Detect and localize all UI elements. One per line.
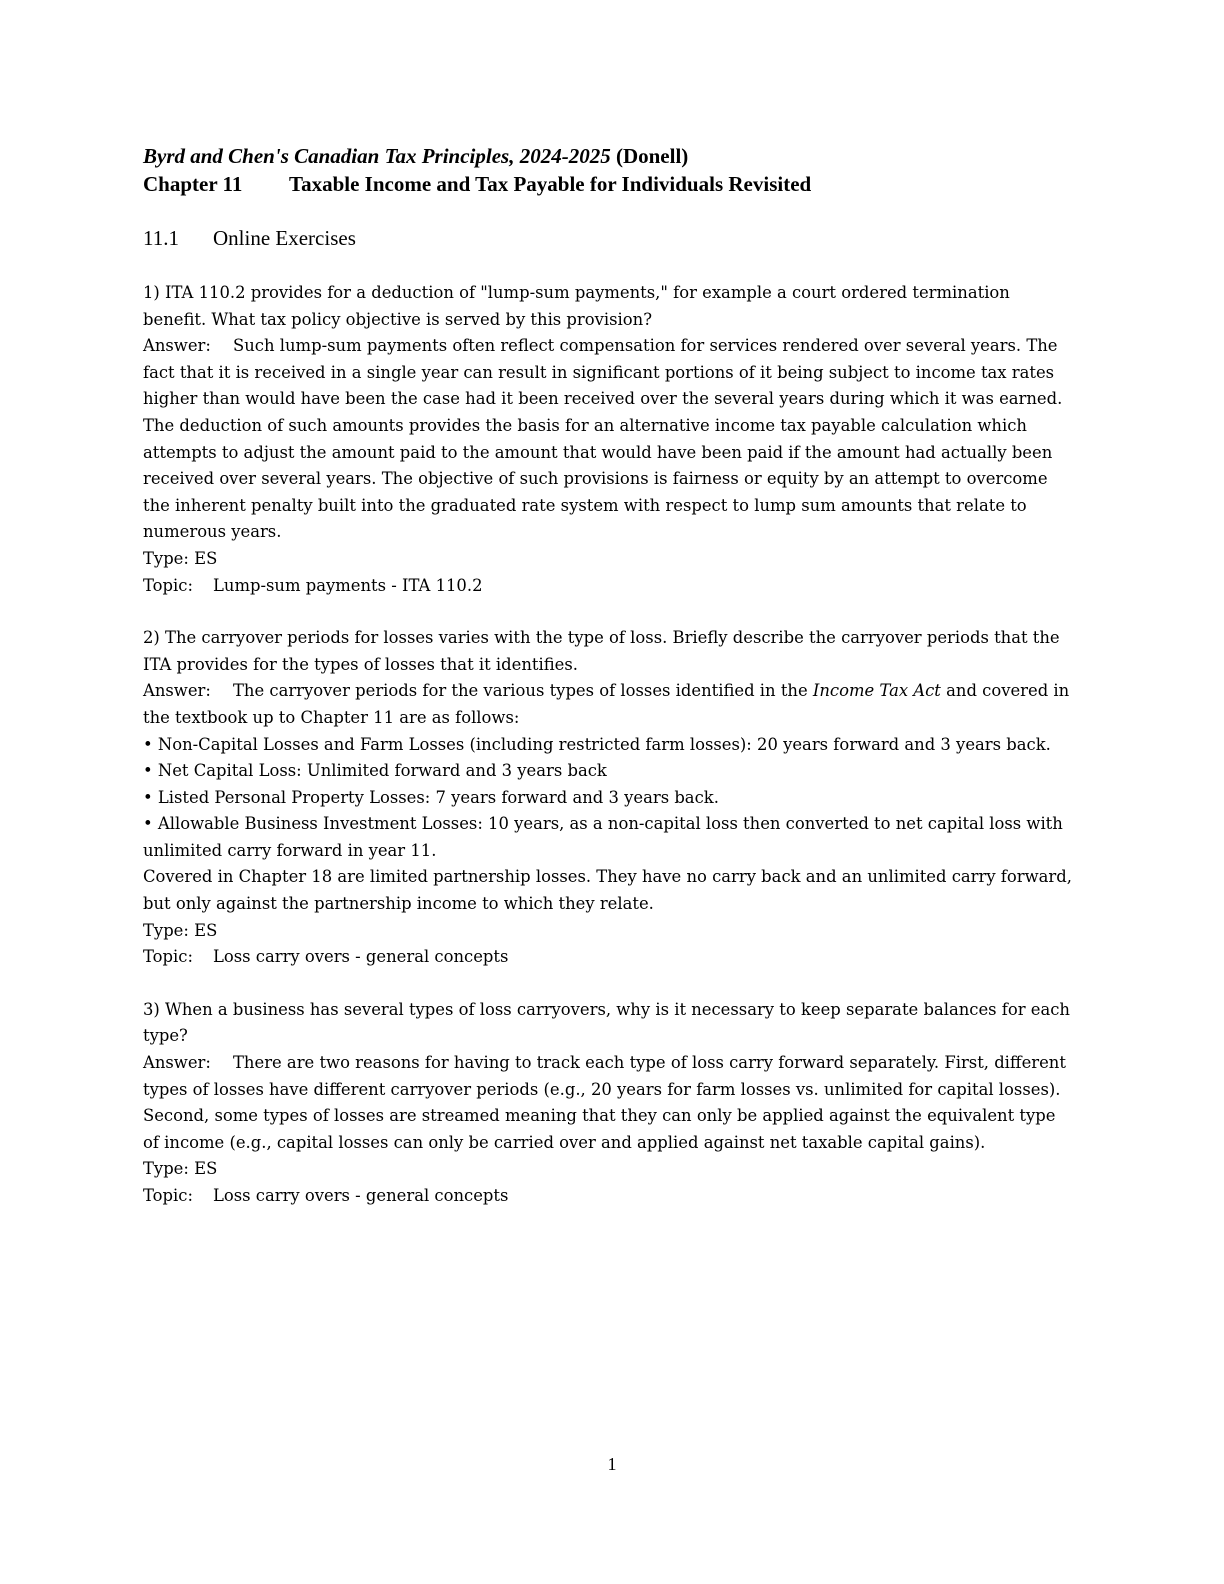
book-title-italic: Byrd and Chen's Canadian Tax Principles, 2024-2025 <box>143 144 611 168</box>
page-number: 1 <box>607 1454 617 1474</box>
answer-text <box>143 333 1073 546</box>
answer-body: Such lump-sum payments often reflect compensation for services rendered over several years. The fact that it is received in a single year can result in significant portions of it being subject to income tax rates higher than would have been the case had it been received over the several years during which it was earned. The deduction of such amounts provides the basis for an alternative income tax payable calculation which attempts to adjust the amount paid to the amount that would have been paid if the amount had actually been received over several years. The objective of such provisions is fairness or equity by an attempt to overcome the inherent penalty built into the graduated rate system with respect to lump sum amounts that relate to numerous years. <box>143 336 1063 542</box>
chapter-heading <box>143 170 1073 198</box>
answer-label: Answer: <box>143 336 211 356</box>
bullet-item: • Non-Capital Losses and Farm Losses (including restricted farm losses): 20 years forward and 3 years back. <box>143 734 1051 754</box>
topic-value: Lump-sum payments - ITA 110.2 <box>213 575 483 595</box>
topic-value: Loss carry overs - general concepts <box>213 947 509 967</box>
question-type: Type: ES <box>143 548 218 568</box>
answer-label: Answer: <box>143 681 211 701</box>
book-author: (Donell) <box>610 144 689 168</box>
chapter-number: Chapter 11 <box>143 172 243 196</box>
question-topic <box>143 1183 1073 1210</box>
bullet-item: • Listed Personal Property Losses: 7 years forward and 3 years back. <box>143 787 719 807</box>
answer-body-italic: Income Tax Act <box>812 681 941 701</box>
book-title <box>143 142 1073 170</box>
topic-label: Topic: <box>143 947 193 967</box>
question-text: 1) ITA 110.2 provides for a deduction of "lump-sum payments," for example a court ordered termination benefit. What tax policy objective is served by this provision? <box>143 283 1010 329</box>
topic-label: Topic: <box>143 575 193 595</box>
chapter-title: Taxable Income and Tax Payable for Individuals Revisited <box>289 172 812 196</box>
question-block-2 <box>143 625 1073 971</box>
topic-label: Topic: <box>143 1186 193 1205</box>
document-page <box>143 142 1073 1210</box>
section-heading <box>143 224 1073 252</box>
question-type: Type: ES <box>143 1159 218 1179</box>
section-title: Online Exercises <box>213 226 356 250</box>
bullet-item: • Allowable Business Investment Losses: 10 years, as a non-capital loss then converted to net capital loss with unlimited carry forward in year 11. <box>143 814 1063 860</box>
answer-text <box>143 678 1073 731</box>
question-topic <box>143 944 1073 971</box>
section-number: 11.1 <box>143 226 179 250</box>
topic-value: Loss carry overs - general concepts <box>213 1186 509 1205</box>
answer-body: There are two reasons for having to track each type of loss carry forward separately. First, different types of losses have different carryover periods (e.g., 20 years for farm losses vs. unlimited for capital losses). Second, some types of losses are streamed meaning that they can only be applied against the equivalent type of income (e.g., capital losses can only be carried over and applied against net taxable capital gains). <box>143 1053 1066 1152</box>
answer-body-start: The carryover periods for the various types of losses identified in the <box>233 681 813 701</box>
answer-closing: Covered in Chapter 18 are limited partnership losses. They have no carry back and an unlimited carry forward, but only against the partnership income to which they relate. <box>143 867 1072 914</box>
question-type: Type: ES <box>143 920 218 940</box>
answer-body-end: and covered in the textbook up to Chapter 11 are as follows: <box>143 681 1070 727</box>
question-block-3 <box>143 997 1073 1210</box>
answer-text <box>143 1050 1073 1156</box>
question-block-1 <box>143 280 1073 599</box>
question-text: 2) The carryover periods for losses varies with the type of loss. Briefly describe the carryover periods that the ITA provides for the types of losses that it identifies. <box>143 628 1060 674</box>
answer-label: Answer: <box>143 1053 211 1073</box>
question-text: 3) When a business has several types of loss carryovers, why is it necessary to keep separate balances for each type? <box>143 999 1070 1046</box>
bullet-item: • Net Capital Loss: Unlimited forward and 3 years back <box>143 761 607 781</box>
question-topic <box>143 573 1073 600</box>
